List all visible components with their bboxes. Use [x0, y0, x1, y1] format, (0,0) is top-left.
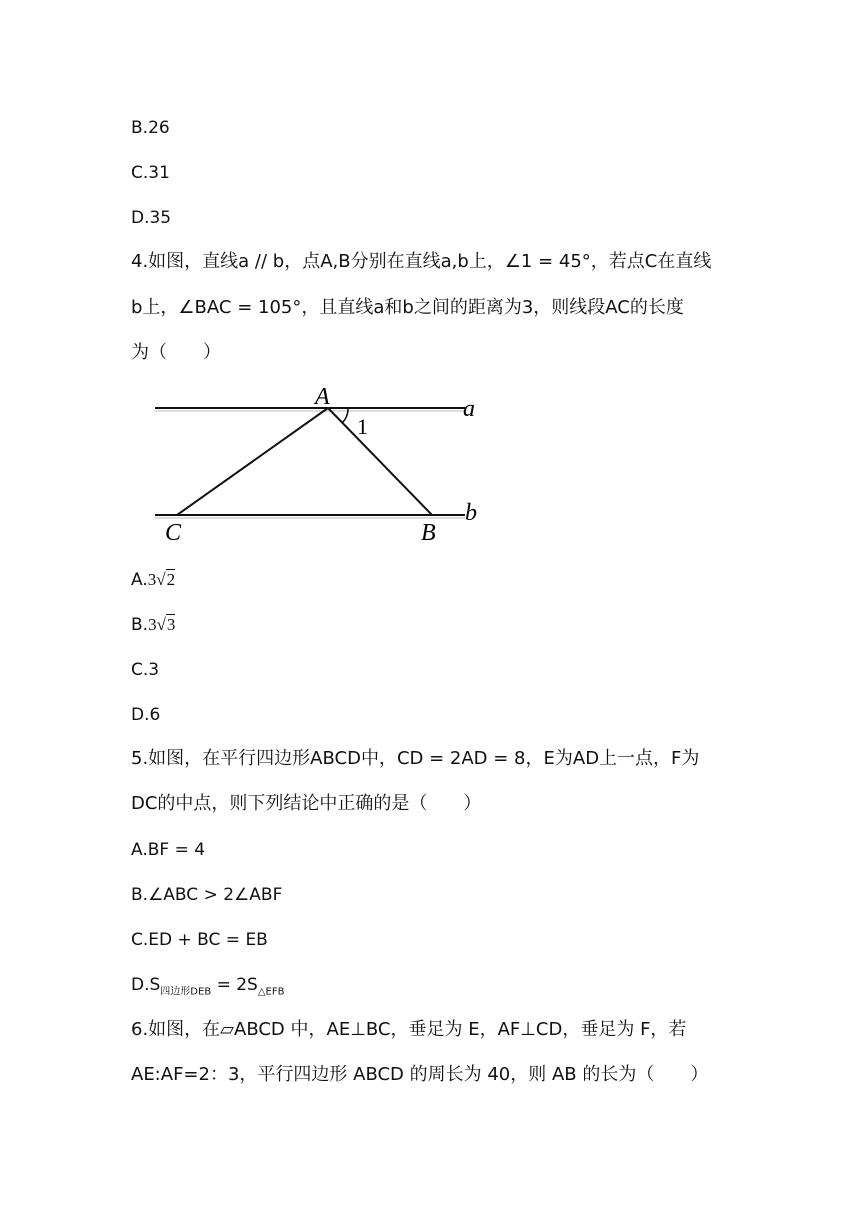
- q3-option-d: D.35: [131, 208, 172, 228]
- q3-option-b: B.26: [131, 118, 170, 138]
- label-angle-1: 1: [357, 414, 368, 439]
- label-line-a: a: [463, 396, 475, 422]
- q4-option-d: D.6: [131, 705, 161, 725]
- angle-1-arc: [342, 408, 348, 423]
- q3-option-c: C.31: [131, 163, 170, 183]
- q4-figure: [125, 380, 520, 550]
- q4-stem-line1: 4.如图，直线a // b，点A,B分别在直线a,b上，∠1 = 45°，若点C在直线: [131, 251, 712, 272]
- label-line-b: b: [465, 500, 477, 526]
- q5-option-d: [131, 973, 284, 1004]
- label-point-c: C: [165, 520, 182, 546]
- q4-option-a: A.3√2: [131, 570, 176, 590]
- segment-ab: [328, 408, 432, 515]
- label-point-a: A: [315, 384, 330, 410]
- q5-option-b: B.∠ABC > 2∠ABF: [131, 885, 283, 905]
- q4-stem-line3: 为（ ）: [131, 342, 221, 363]
- coefficient: 3: [148, 615, 157, 634]
- label-point-b: B: [421, 520, 436, 546]
- q5-option-c: C.ED + BC = EB: [131, 930, 268, 950]
- q5-stem-line1: 5.如图，在平行四边形ABCD中，CD = 2AD = 8，E为AD上一点，F为: [131, 748, 700, 769]
- subscript-quadrilateral: 四边形DEB: [160, 986, 212, 998]
- coefficient: 3: [147, 570, 157, 589]
- option-text: D.S: [131, 975, 161, 995]
- q4-option-b: B.3√3: [131, 615, 176, 635]
- option-text: = 2S: [211, 975, 258, 995]
- q5-stem-line2: DC的中点，则下列结论中正确的是（ ）: [131, 793, 482, 814]
- q4-stem-line2: b上，∠BAC = 105°，且直线a和b之间的距离为3，则线段AC的长度: [131, 297, 684, 318]
- q6-stem-line1: 6.如图，在▱ABCD 中，AE⊥BC，垂足为 E，AF⊥CD，垂足为 F，若: [131, 1019, 687, 1040]
- subscript-triangle: △EFB: [257, 986, 285, 998]
- segment-ac: [177, 408, 328, 515]
- q4-option-c: C.3: [131, 660, 160, 680]
- radicand: 2: [166, 570, 176, 589]
- q5-option-a: A.BF = 4: [131, 840, 206, 860]
- option-prefix: B.: [131, 615, 149, 635]
- q6-stem-line2: AE:AF=2：3，平行四边形 ABCD 的周长为 40，则 AB 的长为（ ）: [131, 1064, 709, 1085]
- option-prefix: A.: [131, 570, 148, 590]
- radicand: 3: [166, 615, 176, 634]
